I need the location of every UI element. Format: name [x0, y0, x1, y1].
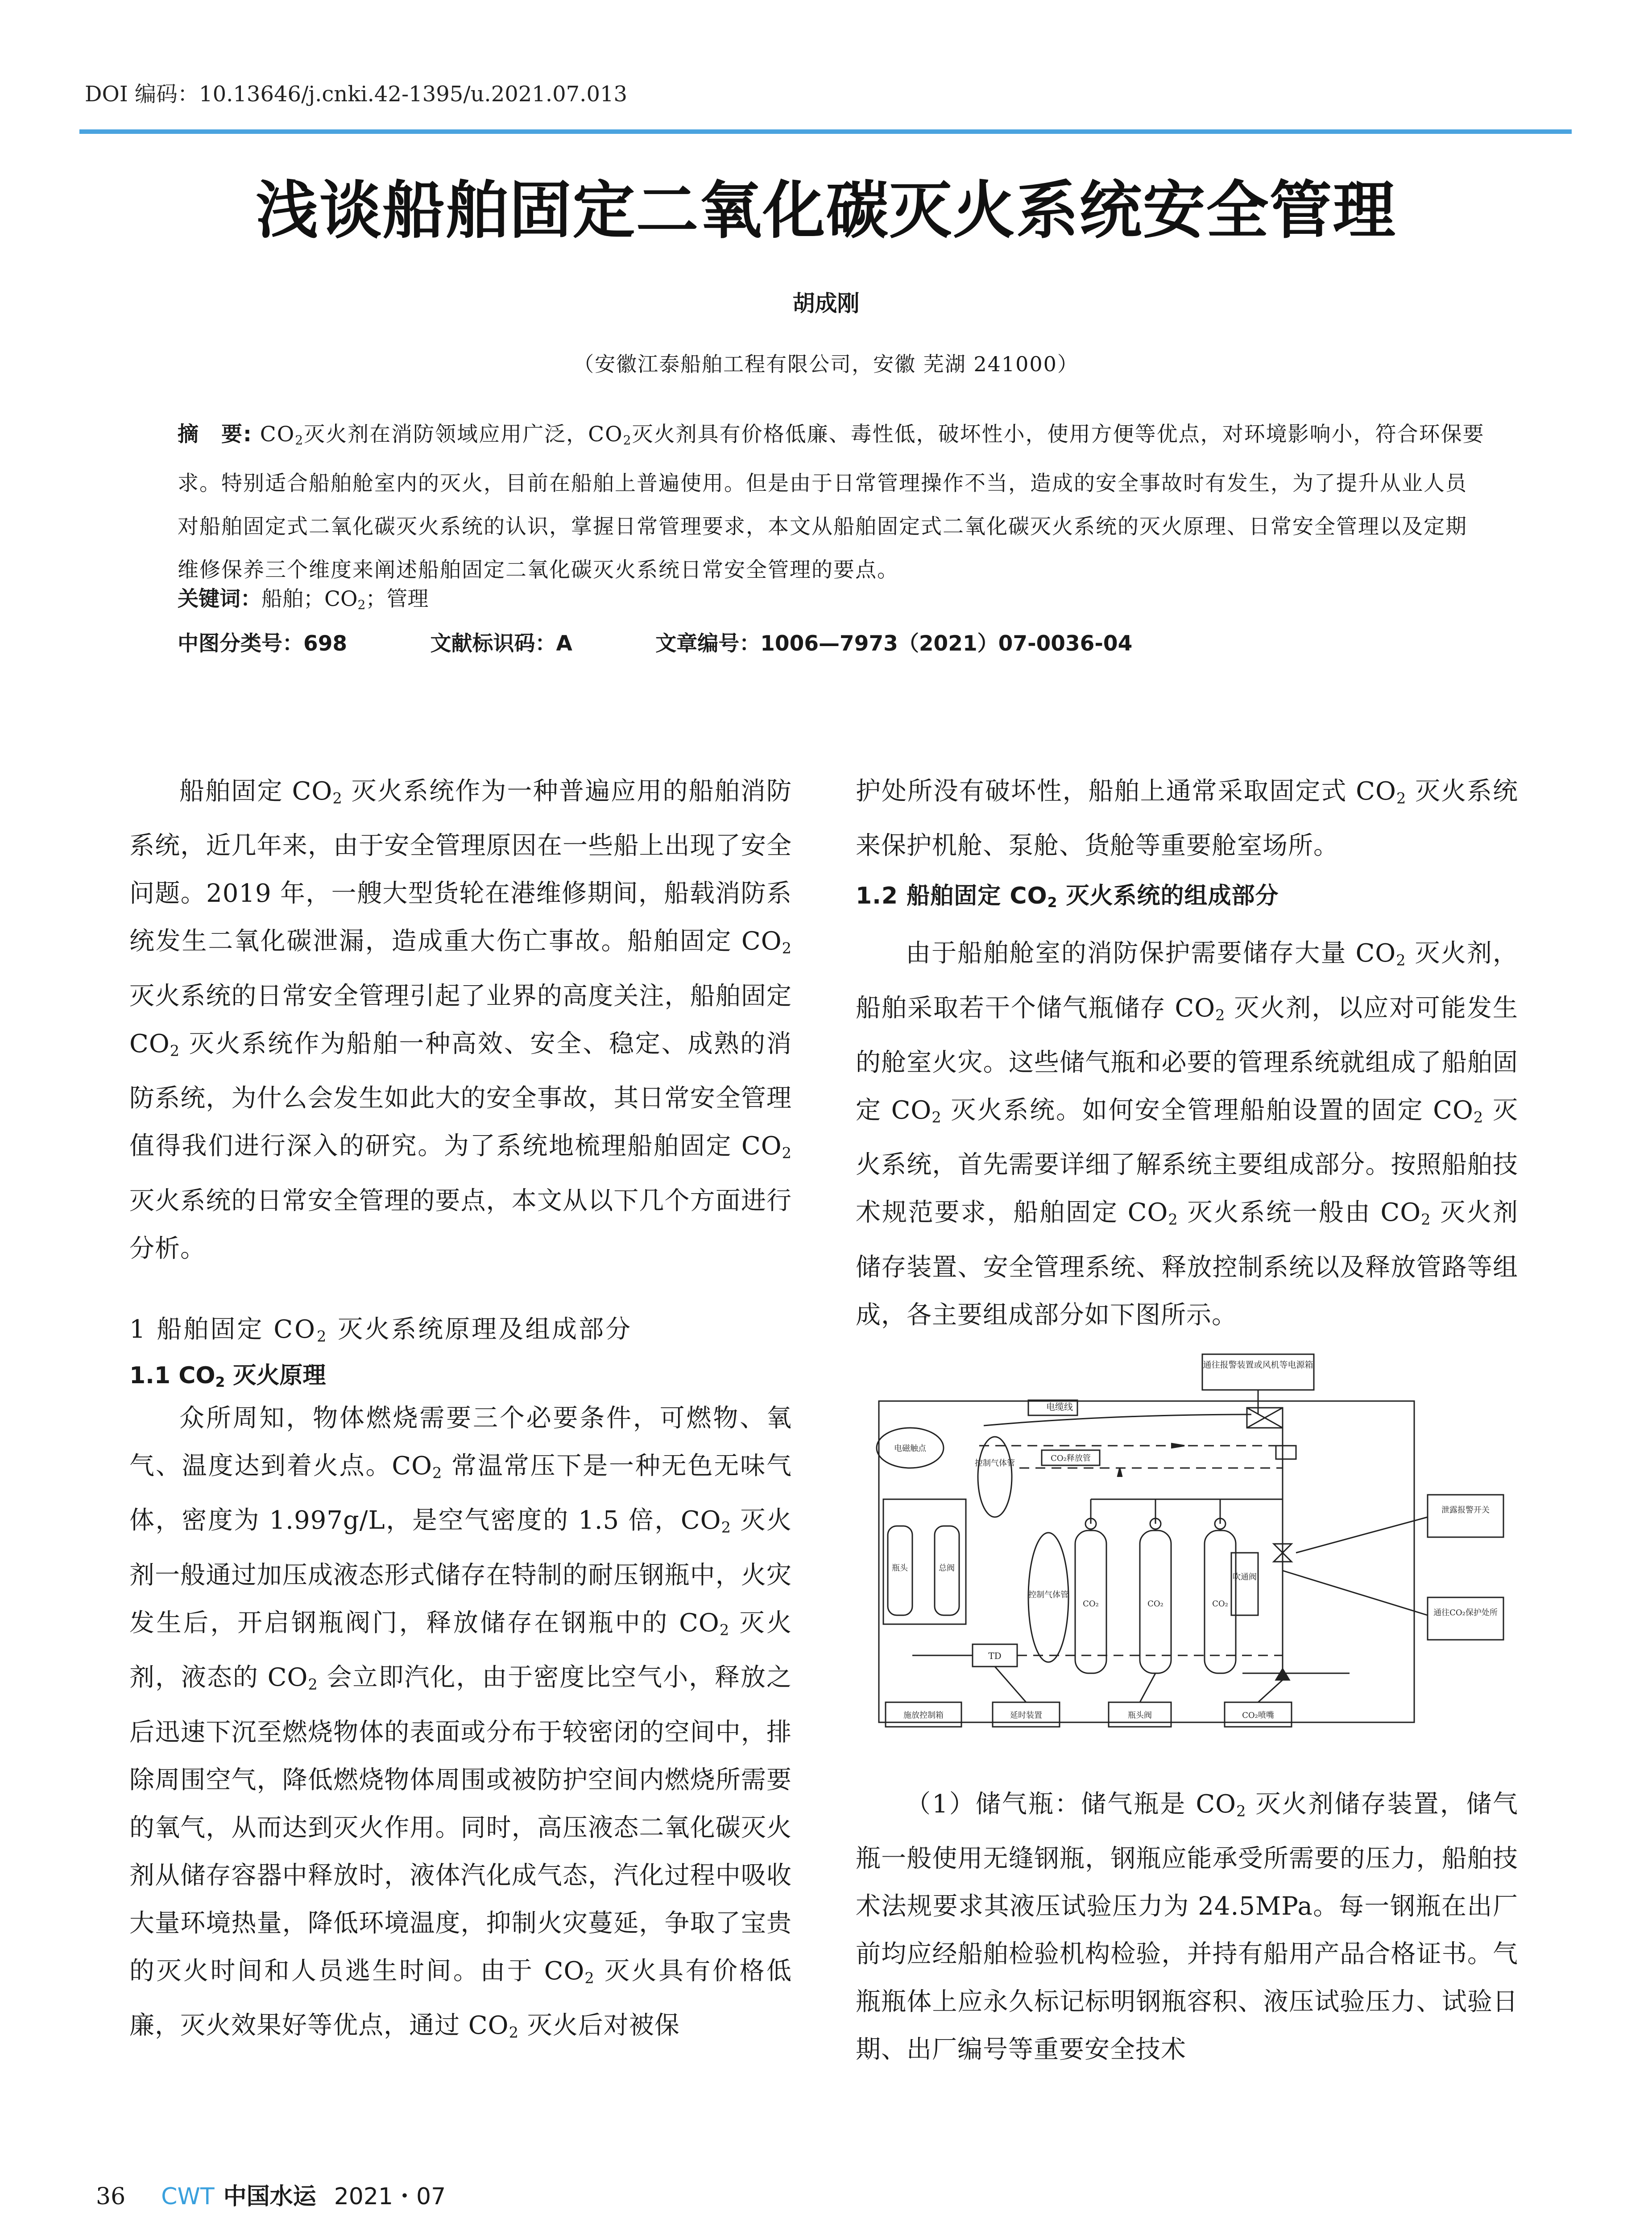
body-left-intro: [129, 767, 792, 1273]
paper-title: 浅谈船舶固定二氧化碳灭火系统安全管理: [256, 174, 1396, 247]
keywords-text: ；管理: [365, 587, 429, 611]
control-gas-label-2: 控制气体管: [1028, 1590, 1068, 1600]
abstract-text: CO: [252, 422, 295, 447]
subsection-heading-1-1: 1.1 $CO_2$ 灭火原理: [129, 1362, 326, 1390]
protected-zone-box: [1428, 1597, 1503, 1640]
article-number: 文章编号：1006—7973（2021）07-0036-04: [655, 631, 1133, 656]
doi-line: DOI 编码：10.13646/j.cnki.42-1395/u.2021.07.013: [85, 82, 628, 107]
co2-cylinder-1: [1075, 1518, 1106, 1673]
blow-valve-label: 吹通阀: [1233, 1572, 1257, 1582]
delay-device-label: 延时装置: [1010, 1711, 1042, 1720]
co2-cylinder-2: [1140, 1518, 1171, 1673]
keywords-label: 关键词：: [178, 587, 261, 611]
clc-number: 中图分类号：698: [178, 631, 348, 656]
svg-text:CO₂: CO₂: [1147, 1599, 1163, 1609]
magazine-name: 中国水运: [223, 2183, 316, 2210]
body-right-bottom: [856, 1780, 1518, 2073]
top-power-box: [1202, 1354, 1314, 1390]
subsection-heading-1-2: 1.2 船舶固定 $CO_2$ 灭火系统的组成部分: [856, 883, 1279, 911]
bottle-valve-label: 瓶头阀: [1128, 1711, 1152, 1720]
paragraph: （1）储气瓶：储气瓶是 $CO_2$ 灭火剂储存装置，储气瓶一般使用无缝钢瓶，钢瓶应能承受所需要的压力，船舶技术法规要求其液压试验压力为 24.5MPa。每一钢瓶在出厂前均应经船舶检验机构检验，并持有船用产品合格证书。气瓶瓶体上应永久标记标明钢瓶容积、液压试验压力、试验日期、出厂编号等重要安全技术: [856, 1790, 1518, 2065]
abstract-label: 摘 要:: [178, 422, 253, 447]
solenoid-label: 电磁触点: [894, 1444, 926, 1453]
main-valve-label: 总阀: [939, 1563, 955, 1573]
cable-label: 电缆线: [1046, 1402, 1073, 1412]
svg-text:CO₂: CO₂: [1212, 1599, 1228, 1609]
body-right-top: [856, 767, 1518, 1339]
control-gas-bubble: [978, 1437, 1012, 1517]
td-label: TD: [988, 1650, 1002, 1661]
document-code: 文献标识码：A: [430, 631, 572, 656]
abstract-text: 灭火剂在消防领域应用广泛，CO: [304, 422, 623, 447]
brand-logo: CWT: [161, 2183, 215, 2210]
leak-switch-label: 泄露报警开关: [1441, 1505, 1490, 1515]
pressure-switch: [1276, 1446, 1296, 1459]
paragraph: 众所周知，物体燃烧需要三个必要条件，可燃物、氧气、温度达到着火点。$CO_2$ 常温常压下是一种无色无味气体，密度为 1.997g/L，是空气密度的 1.5 倍，$CO_2$ 灭火剂一般通过加压成液态形式储存在特制的耐压钢瓶中，火灾发生后，开启钢瓶阀门，释放储存在钢瓶中的 $CO_2$ 灭火剂，液态的 $CO_2$ 会立即汽化，由于密度比空气小，释放之后迅速下沉至燃烧物体的表面或分布于较密闭的空间中，排除周围空气，降低燃烧物体周围或被防护空间内燃烧所需要的氧气，从而达到灭火作用。同时，高压液态二氧化碳灭火剂从储存容器中释放时，液体汽化成气态，汽化过程中吸收大量环境热量，降低环境温度，抑制火灾蔓延，争取了宝贵的灭火时间和人员逃生时间。由于 $CO_2$ 灭火具有价格低廉，灭火效果好等优点，通过 $CO_2$ 灭火后对被保: [129, 1404, 792, 2041]
svg-text:CO₂: CO₂: [1083, 1599, 1099, 1609]
page-footer: [96, 2177, 446, 2211]
header-rule: [79, 129, 1572, 134]
top-box-label: 通往报警装置或风机等电源箱: [1203, 1360, 1313, 1370]
bottle-cabinet: [883, 1499, 966, 1624]
co2-system-diagram: [859, 1348, 1515, 1740]
protected-zone-label: 通往CO₂保护处所: [1433, 1608, 1498, 1617]
leak-switch-box: [1428, 1495, 1503, 1537]
section-heading-1: 1 船舶固定 $CO_2$ 灭火系统原理及组成部分: [129, 1315, 633, 1345]
paragraph: 护处所没有破坏性，船舶上通常采取固定式 $CO_2$ 灭火系统来保护机舱、泵舱、货舱等重要舱室场所。: [856, 777, 1518, 861]
release-pipe-label: CO₂释放管: [1051, 1454, 1091, 1463]
article-meta: [178, 627, 1485, 657]
body-left-principle: [129, 1394, 792, 2056]
abstract: 摘 要: $CO_2$灭火剂在消防领域应用广泛，$CO_2$灭火剂具有价格低廉、毒性低，破坏性小，使用方便等优点，对环境影响小，符合环保要求。特别适合船舶舱室内的灭火，目前在船舶上普遍使用。但是由于日常管理操作不当，造成的安全事故时有发生，为了提升从业人员对船舶固定式二氧化碳灭火系统的认识，掌握日常管理要求，本文从船舶固定式二氧化碳灭火系统的灭火原理、日常安全管理以及定期维修保养三个维度来阐述船舶固定二氧化碳灭火系统日常安全管理的要点。: [178, 422, 1485, 583]
release-control-label: 施放控制箱: [903, 1711, 944, 1720]
keywords: 关键词：船舶；$CO_2$；管理: [178, 587, 429, 613]
abstract-text: 灭火剂具有价格低廉、毒性低，破坏性小，使用方便等优点，对环境影响小，符合环保要求。特别适合船舶舱室内的灭火，目前在船舶上普遍使用。但是由于日常管理操作不当，造成的安全事故时有发生，为了提升从业人员对船舶固定式二氧化碳灭火系统的认识，掌握日常管理要求，本文从船舶固定式二氧化碳灭火系统的灭火原理、日常安全管理以及定期维修保养三个维度来阐述船舶固定二氧化碳灭火系统日常安全管理的要点。: [178, 422, 1485, 583]
nozzle-label: CO₂喷嘴: [1242, 1711, 1274, 1720]
keywords-text: 船舶；CO: [261, 587, 358, 611]
page-number: 36: [96, 2183, 126, 2210]
bottle-head-label: 瓶头: [892, 1563, 908, 1573]
author: 胡成刚: [792, 290, 860, 316]
paragraph: 船舶固定 $CO_2$ 灭火系统作为一种普遍应用的船舶消防系统，近几年来，由于安全管理原因在一些船上出现了安全问题。2019 年，一艘大型货轮在港维修期间，船载消防系统发生二氧化碳泄漏，造成重大伤亡事故。船舶固定 $CO_2$ 灭火系统的日常安全管理引起了业界的高度关注，船舶固定 $CO_2$ 灭火系统作为船舶一种高效、安全、稳定、成熟的消防系统，为什么会发生如此大的安全事故，其日常安全管理值得我们进行深入的研究。为了系统地梳理船舶固定 $CO_2$ 灭火系统的日常安全管理的要点，本文从以下几个方面进行分析。: [129, 777, 792, 1263]
paragraph: 由于船舶舱室的消防保护需要储存大量 $CO_2$ 灭火剂，船舶采取若干个储气瓶储存 $CO_2$ 灭火剂，以应对可能发生的舱室火灾。这些储气瓶和必要的管理系统就组成了船舶固定 $CO_2$ 灭火系统。如何安全管理船舶设置的固定 $CO_2$ 灭火系统，首先需要详细了解系统主要组成部分。按照船舶技术规范要求，船舶固定 $CO_2$ 灭火系统一般由 $CO_2$ 灭火剂储存装置、安全管理系统、释放控制系统以及释放管路等组成，各主要组成部分如下图所示。: [856, 939, 1518, 1330]
cable-line: [984, 1414, 1251, 1426]
issue-number: 2021・07: [334, 2183, 446, 2210]
control-gas-label: 控制气体管: [975, 1459, 1015, 1468]
affiliation: （安徽江泰船舶工程有限公司，安徽 芜湖 241000）: [573, 352, 1079, 376]
